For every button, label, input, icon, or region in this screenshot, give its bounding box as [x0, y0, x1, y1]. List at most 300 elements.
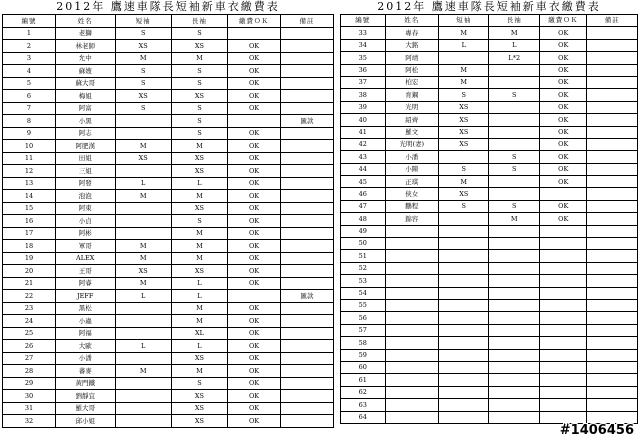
- image-id-watermark: #1406456: [559, 423, 634, 438]
- cell-paid: OK: [539, 126, 587, 138]
- cell-note: [587, 101, 638, 113]
- col-header-name: 姓名: [385, 15, 438, 27]
- cell-short-sleeve: [439, 275, 489, 287]
- table-row: [3, 177, 334, 190]
- cell-paid: OK: [539, 64, 587, 76]
- cell-number: 27: [3, 352, 56, 365]
- cell-number: 53: [341, 275, 386, 287]
- cell-number: 5: [3, 77, 56, 90]
- cell-long-sleeve: S: [489, 163, 539, 175]
- cell-name: 阿富: [55, 102, 115, 115]
- cell-paid: [539, 361, 587, 373]
- table-row: [3, 202, 334, 215]
- cell-paid: OK: [228, 90, 281, 103]
- table-row: [3, 52, 334, 65]
- cell-name: 阿靖: [385, 52, 438, 64]
- cell-name: 蕃麥: [55, 365, 115, 378]
- cell-paid: [539, 299, 587, 311]
- cell-name: [385, 337, 438, 349]
- fee-table: [340, 14, 638, 424]
- cell-paid: OK: [228, 140, 281, 153]
- cell-note: [587, 163, 638, 175]
- cell-long-sleeve: [489, 349, 539, 361]
- cell-note: [587, 76, 638, 88]
- cell-note: [281, 102, 334, 115]
- cell-short-sleeve: [115, 377, 171, 390]
- sheet-title: 2012年 鷹速車隊長短袖新車衣繳費表: [56, 0, 280, 13]
- cell-number: 11: [3, 152, 56, 165]
- cell-note: [587, 411, 638, 423]
- cell-paid: OK: [228, 52, 281, 65]
- cell-number: 44: [341, 163, 386, 175]
- cell-long-sleeve: S: [171, 215, 227, 228]
- cell-name: 羅文: [385, 126, 438, 138]
- cell-short-sleeve: M: [115, 240, 171, 253]
- table-row: [341, 64, 638, 76]
- cell-long-sleeve: S: [489, 89, 539, 101]
- cell-short-sleeve: [439, 337, 489, 349]
- cell-note: [587, 64, 638, 76]
- cell-number: 54: [341, 287, 386, 299]
- cell-note: [281, 265, 334, 278]
- cell-paid: OK: [228, 265, 281, 278]
- cell-name: [385, 411, 438, 423]
- cell-name: [385, 374, 438, 386]
- cell-long-sleeve: L: [171, 340, 227, 353]
- cell-note: [587, 361, 638, 373]
- cell-long-sleeve: [489, 262, 539, 274]
- cell-note: [587, 89, 638, 101]
- cell-long-sleeve: S: [489, 151, 539, 163]
- cell-note: [281, 365, 334, 378]
- table-row: [3, 227, 334, 240]
- cell-paid: OK: [539, 114, 587, 126]
- cell-note: 匯款: [281, 115, 334, 128]
- cell-paid: OK: [228, 277, 281, 290]
- cell-paid: OK: [539, 138, 587, 150]
- table-row: [341, 114, 638, 126]
- cell-paid: OK: [539, 76, 587, 88]
- cell-short-sleeve: [439, 399, 489, 411]
- cell-number: 26: [3, 340, 56, 353]
- cell-name: 錦容: [385, 213, 438, 225]
- table-row: [341, 238, 638, 250]
- cell-number: 55: [341, 299, 386, 311]
- cell-note: [281, 190, 334, 203]
- table-row: [341, 76, 638, 88]
- cell-name: 小蟲: [55, 315, 115, 328]
- cell-note: [281, 315, 334, 328]
- cell-short-sleeve: XS: [439, 114, 489, 126]
- cell-note: [281, 40, 334, 53]
- table-row: [341, 163, 638, 175]
- cell-short-sleeve: [439, 250, 489, 262]
- cell-note: [587, 39, 638, 51]
- cell-long-sleeve: [489, 312, 539, 324]
- cell-short-sleeve: [115, 202, 171, 215]
- cell-long-sleeve: XS: [171, 165, 227, 178]
- cell-paid: [539, 374, 587, 386]
- table-row: [341, 176, 638, 188]
- cell-paid: OK: [228, 377, 281, 390]
- cell-note: [587, 138, 638, 150]
- table-row: [3, 390, 334, 403]
- cell-name: 劉靜宜: [55, 390, 115, 403]
- table-row: [3, 265, 334, 278]
- cell-long-sleeve: XS: [171, 40, 227, 53]
- cell-name: 專春: [385, 27, 438, 39]
- cell-number: 64: [341, 411, 386, 423]
- cell-name: [385, 349, 438, 361]
- cell-long-sleeve: [489, 225, 539, 237]
- cell-long-sleeve: [489, 126, 539, 138]
- cell-name: 林老師: [55, 40, 115, 53]
- cell-short-sleeve: M: [439, 27, 489, 39]
- sheet-title: 2012年 鷹速車隊長短袖新車衣繳費表: [377, 0, 601, 13]
- cell-short-sleeve: S: [115, 102, 171, 115]
- cell-long-sleeve: M: [171, 302, 227, 315]
- cell-short-sleeve: [115, 390, 171, 403]
- cell-note: [587, 262, 638, 274]
- cell-number: 30: [3, 390, 56, 403]
- cell-short-sleeve: M: [115, 277, 171, 290]
- cell-short-sleeve: XS: [439, 138, 489, 150]
- table-row: [341, 374, 638, 386]
- cell-paid: [539, 287, 587, 299]
- cell-name: 阿肥漢: [55, 140, 115, 153]
- cell-note: [587, 114, 638, 126]
- table-row: [341, 101, 638, 113]
- table-row: [3, 352, 334, 365]
- cell-number: 59: [341, 349, 386, 361]
- cell-long-sleeve: [489, 386, 539, 398]
- cell-long-sleeve: L*2: [489, 52, 539, 64]
- cell-name: 阿彬: [55, 227, 115, 240]
- cell-paid: OK: [539, 52, 587, 64]
- cell-name: [385, 312, 438, 324]
- cell-number: 25: [3, 327, 56, 340]
- cell-name: 俠女: [385, 188, 438, 200]
- cell-name: 蘇嫂: [55, 65, 115, 78]
- cell-name: 允中: [55, 52, 115, 65]
- cell-name: 老獅: [55, 27, 115, 40]
- cell-short-sleeve: S: [115, 77, 171, 90]
- table-row: [3, 65, 334, 78]
- cell-paid: OK: [539, 176, 587, 188]
- cell-short-sleeve: M: [439, 76, 489, 88]
- col-header-long-sleeve: 長袖: [171, 15, 227, 28]
- cell-name: ALEX: [55, 252, 115, 265]
- cell-note: [587, 176, 638, 188]
- cell-name: 羅大哥: [55, 402, 115, 415]
- cell-short-sleeve: L: [115, 340, 171, 353]
- cell-short-sleeve: [439, 225, 489, 237]
- table-row: [341, 126, 638, 138]
- cell-long-sleeve: M: [171, 315, 227, 328]
- cell-name: 小貞: [55, 215, 115, 228]
- cell-paid: OK: [228, 340, 281, 353]
- cell-note: [587, 399, 638, 411]
- header-row: [3, 15, 334, 28]
- table-row: [3, 115, 334, 128]
- cell-short-sleeve: [439, 262, 489, 274]
- cell-note: [587, 349, 638, 361]
- cell-long-sleeve: XS: [171, 152, 227, 165]
- cell-long-sleeve: [489, 337, 539, 349]
- cell-paid: [228, 290, 281, 303]
- cell-long-sleeve: [489, 411, 539, 423]
- cell-paid: OK: [539, 101, 587, 113]
- cell-paid: OK: [539, 27, 587, 39]
- cell-name: 邱小姐: [55, 415, 115, 428]
- cell-number: 52: [341, 262, 386, 274]
- cell-long-sleeve: S: [171, 65, 227, 78]
- cell-note: [587, 151, 638, 163]
- cell-note: [281, 402, 334, 415]
- cell-number: 43: [341, 151, 386, 163]
- cell-note: [587, 324, 638, 336]
- cell-note: [281, 140, 334, 153]
- cell-number: 10: [3, 140, 56, 153]
- cell-name: 小黑: [55, 115, 115, 128]
- cell-number: 4: [3, 65, 56, 78]
- cell-note: [281, 165, 334, 178]
- cell-long-sleeve: [489, 287, 539, 299]
- cell-name: [385, 250, 438, 262]
- cell-name: 正琪: [385, 176, 438, 188]
- cell-paid: [539, 399, 587, 411]
- cell-short-sleeve: [439, 386, 489, 398]
- cell-number: 33: [341, 27, 386, 39]
- table-row: [3, 377, 334, 390]
- col-header-short-sleeve: 短袖: [115, 15, 171, 28]
- cell-short-sleeve: M: [115, 190, 171, 203]
- table-row: [341, 349, 638, 361]
- cell-name: 阿福: [55, 327, 115, 340]
- cell-number: 21: [3, 277, 56, 290]
- cell-paid: [539, 411, 587, 423]
- cell-long-sleeve: S: [171, 127, 227, 140]
- cell-short-sleeve: XS: [115, 90, 171, 103]
- table-row: [3, 365, 334, 378]
- cell-name: [385, 262, 438, 274]
- cell-short-sleeve: M: [439, 64, 489, 76]
- cell-short-sleeve: [439, 287, 489, 299]
- fee-table: [2, 14, 334, 428]
- cell-long-sleeve: [489, 64, 539, 76]
- cell-long-sleeve: XS: [171, 402, 227, 415]
- table-row: [341, 399, 638, 411]
- cell-paid: [539, 188, 587, 200]
- table-row: [341, 386, 638, 398]
- col-header-note: 備註: [281, 15, 334, 28]
- cell-note: [587, 225, 638, 237]
- cell-note: [281, 327, 334, 340]
- table-row: [3, 190, 334, 203]
- cell-short-sleeve: [439, 238, 489, 250]
- cell-long-sleeve: [489, 176, 539, 188]
- cell-paid: OK: [228, 40, 281, 53]
- cell-short-sleeve: [439, 361, 489, 373]
- cell-number: 8: [3, 115, 56, 128]
- table-row: [3, 127, 334, 140]
- cell-note: [587, 126, 638, 138]
- cell-long-sleeve: S: [171, 27, 227, 40]
- cell-short-sleeve: M: [115, 140, 171, 153]
- table-row: [3, 27, 334, 40]
- cell-long-sleeve: S: [171, 102, 227, 115]
- cell-number: 12: [3, 165, 56, 178]
- table-row: [341, 151, 638, 163]
- cell-number: 37: [341, 76, 386, 88]
- cell-paid: [539, 349, 587, 361]
- cell-number: 48: [341, 213, 386, 225]
- cell-note: 匯款: [281, 290, 334, 303]
- cell-note: [281, 302, 334, 315]
- table-row: [341, 138, 638, 150]
- cell-number: 23: [3, 302, 56, 315]
- cell-number: 40: [341, 114, 386, 126]
- cell-long-sleeve: [489, 76, 539, 88]
- table-row: [3, 315, 334, 328]
- cell-note: [587, 250, 638, 262]
- cell-number: 47: [341, 200, 386, 212]
- table-row: [3, 165, 334, 178]
- cell-note: [281, 415, 334, 428]
- cell-note: [281, 77, 334, 90]
- table-row: [3, 302, 334, 315]
- cell-long-sleeve: S: [171, 115, 227, 128]
- col-header-long-sleeve: 長袖: [489, 15, 539, 27]
- cell-note: [281, 52, 334, 65]
- cell-paid: [539, 312, 587, 324]
- cell-note: [281, 27, 334, 40]
- table-row: [341, 361, 638, 373]
- cell-note: [281, 202, 334, 215]
- cell-short-sleeve: [439, 324, 489, 336]
- table-row: [3, 102, 334, 115]
- cell-name: 田姐: [55, 152, 115, 165]
- cell-long-sleeve: M: [171, 52, 227, 65]
- cell-short-sleeve: L: [115, 290, 171, 303]
- cell-long-sleeve: L: [489, 39, 539, 51]
- cell-paid: OK: [539, 89, 587, 101]
- table-row: [341, 225, 638, 237]
- cell-note: [281, 90, 334, 103]
- cell-paid: OK: [228, 252, 281, 265]
- cell-note: [281, 377, 334, 390]
- cell-note: [587, 374, 638, 386]
- cell-note: [281, 340, 334, 353]
- table-row: [3, 252, 334, 265]
- cell-short-sleeve: [439, 151, 489, 163]
- cell-long-sleeve: M: [489, 213, 539, 225]
- cell-long-sleeve: XS: [171, 265, 227, 278]
- cell-number: 24: [3, 315, 56, 328]
- cell-number: 45: [341, 176, 386, 188]
- cell-name: 泡泡: [55, 190, 115, 203]
- cell-number: 36: [341, 64, 386, 76]
- cell-name: 三姐: [55, 165, 115, 178]
- table-row: [341, 324, 638, 336]
- cell-paid: OK: [228, 415, 281, 428]
- cell-paid: OK: [539, 213, 587, 225]
- cell-note: [587, 312, 638, 324]
- cell-name: [385, 361, 438, 373]
- cell-number: 62: [341, 386, 386, 398]
- cell-note: [587, 337, 638, 349]
- cell-paid: OK: [228, 302, 281, 315]
- cell-paid: OK: [228, 240, 281, 253]
- cell-number: 3: [3, 52, 56, 65]
- cell-number: 61: [341, 374, 386, 386]
- fee-sheet-left: [2, 0, 334, 428]
- cell-note: [281, 177, 334, 190]
- table-row: [3, 402, 334, 415]
- cell-short-sleeve: M: [115, 365, 171, 378]
- cell-note: [587, 213, 638, 225]
- cell-name: 王哥: [55, 265, 115, 278]
- cell-number: 6: [3, 90, 56, 103]
- cell-short-sleeve: [115, 127, 171, 140]
- cell-short-sleeve: L: [115, 177, 171, 190]
- cell-name: 梅姐: [55, 90, 115, 103]
- cell-note: [587, 27, 638, 39]
- cell-name: 蘇大哥: [55, 77, 115, 90]
- cell-number: 56: [341, 312, 386, 324]
- cell-short-sleeve: [439, 299, 489, 311]
- cell-short-sleeve: M: [439, 176, 489, 188]
- cell-number: 49: [341, 225, 386, 237]
- cell-name: 小陳: [385, 163, 438, 175]
- cell-note: [587, 238, 638, 250]
- cell-note: [587, 200, 638, 212]
- cell-paid: [228, 27, 281, 40]
- table-row: [341, 89, 638, 101]
- cell-note: [281, 277, 334, 290]
- cell-short-sleeve: [115, 227, 171, 240]
- cell-number: 16: [3, 215, 56, 228]
- cell-paid: OK: [228, 365, 281, 378]
- cell-short-sleeve: [115, 215, 171, 228]
- cell-long-sleeve: [489, 324, 539, 336]
- cell-long-sleeve: S: [171, 77, 227, 90]
- cell-name: JEFF: [55, 290, 115, 303]
- cell-number: 18: [3, 240, 56, 253]
- header-row: [341, 15, 638, 27]
- cell-short-sleeve: [439, 213, 489, 225]
- cell-paid: [539, 238, 587, 250]
- cell-name: 鵬程: [385, 200, 438, 212]
- table-row: [3, 277, 334, 290]
- cell-long-sleeve: XL: [171, 327, 227, 340]
- cell-number: 60: [341, 361, 386, 373]
- table-row: [3, 40, 334, 53]
- cell-paid: OK: [228, 77, 281, 90]
- table-row: [341, 250, 638, 262]
- cell-name: 阿東: [55, 202, 115, 215]
- cell-note: [281, 152, 334, 165]
- cell-long-sleeve: M: [171, 252, 227, 265]
- cell-long-sleeve: M: [489, 27, 539, 39]
- cell-name: [385, 324, 438, 336]
- cell-number: 7: [3, 102, 56, 115]
- cell-name: 大銘: [385, 39, 438, 51]
- cell-short-sleeve: XS: [439, 101, 489, 113]
- cell-name: [385, 275, 438, 287]
- cell-name: 育鋼: [385, 89, 438, 101]
- cell-short-sleeve: [439, 374, 489, 386]
